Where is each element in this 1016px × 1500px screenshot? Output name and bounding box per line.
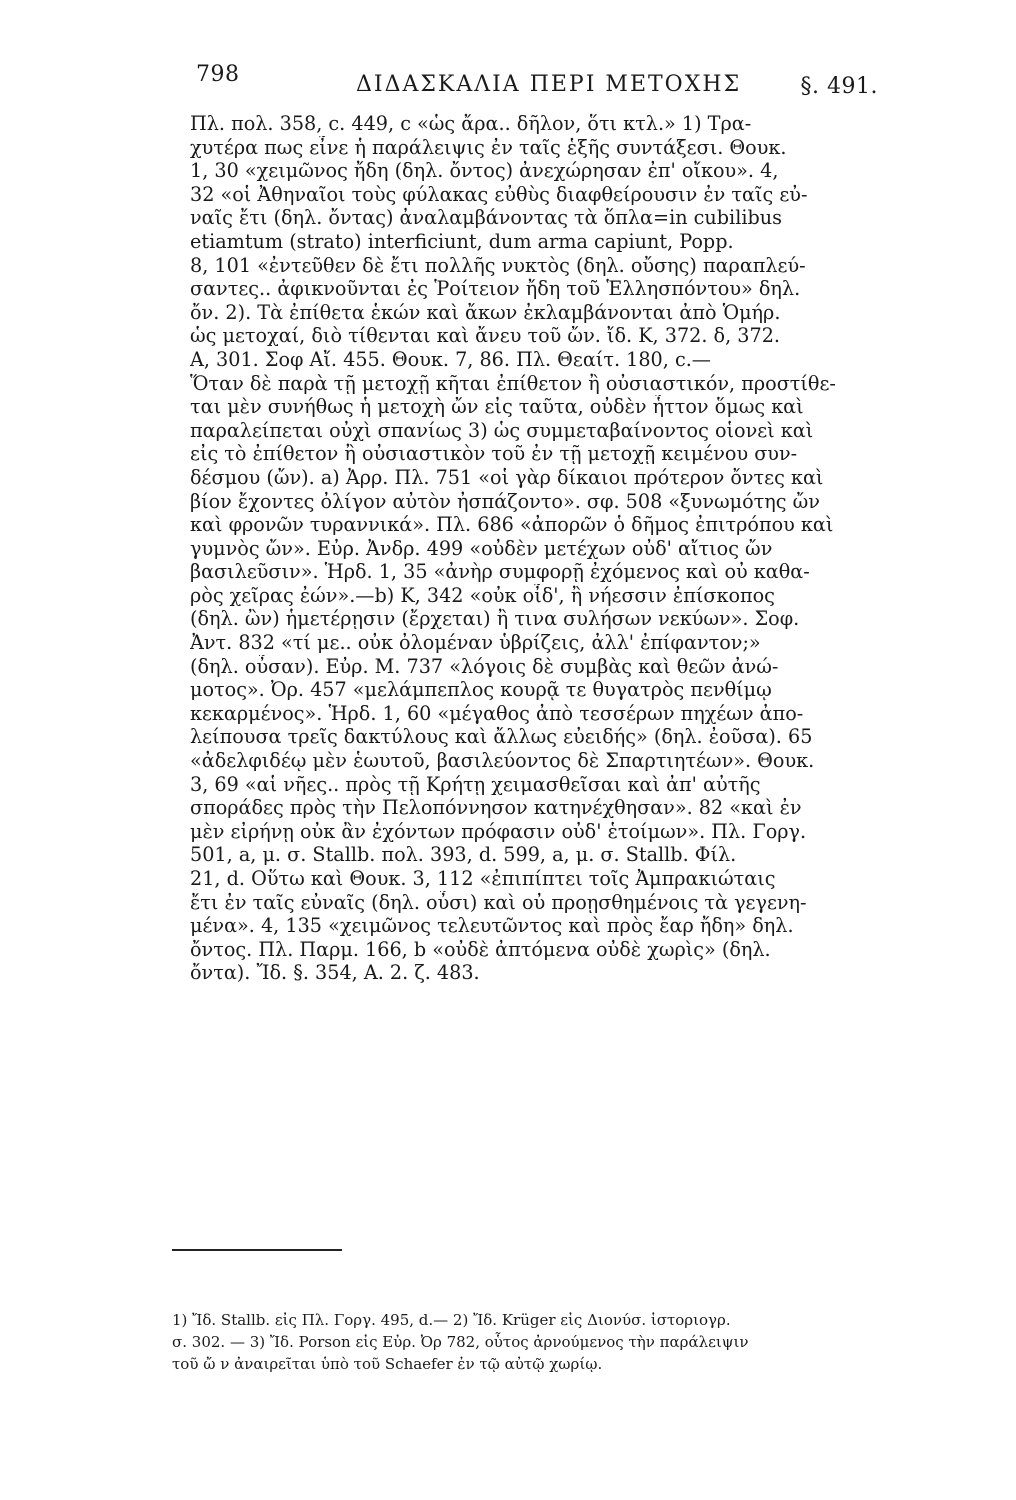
text-line: ὄν. 2). Τὰ ἐπίθετα ἑκών καὶ ἄκων ἐκλαμβάνονται ἀπὸ Ὁμήρ.	[190, 300, 781, 324]
text-line: χυτέρα πως εἶνε ἡ παράλειψις ἐν ταῖς ἑξῆς συντάξεσι. Θουκ.	[190, 135, 787, 159]
text-line: ναῖς ἔτι (δηλ. ὄντας) ἀναλαμβάνοντας τὰ ὅπλα=in cubilibus	[190, 206, 782, 230]
text-line: ὄντος. Πλ. Παρμ. 166, b «οὐδὲ ἀπτόμενα οὐδὲ χωρὶς» (δηλ.	[190, 937, 771, 961]
running-header	[196, 62, 878, 102]
text-line: μὲν εἰρήνῃ οὐκ ἂν ἐχόντων πρόφασιν οὐδ' ἑτοίμων». Πλ. Γοργ.	[190, 819, 807, 843]
text-line: 8, 101 «ἐντεῦθεν δὲ ἔτι πολλῆς νυκτὸς (δηλ. οὔσης) παραπλεύ-	[190, 253, 806, 277]
text-line: εἰς τὸ ἐπίθετον ἢ οὐσιαστικὸν τοῦ ἐν τῇ μετοχῇ κειμένου συν-	[190, 442, 798, 466]
text-line: (δηλ. οὖσαν). Εὐρ. Μ. 737 «λόγοις δὲ συμβὰς καὶ θεῶν ἀνώ-	[190, 654, 779, 678]
text-line: βίον ἔχοντες ὀλίγον αὐτὸν ἠσπάζοντο». σφ. 508 «ξυνωμότης ὤν	[190, 489, 820, 513]
text-line: καὶ φρονῶν τυραννικά». Πλ. 686 «ἀπορῶν ὁ δῆμος ἐπιτρόπου καὶ	[190, 513, 834, 537]
text-line: 21, d. Οὕτω καὶ Θουκ. 3, 112 «ἐπιπίπτει τοῖς Ἀμπρακιώταις	[190, 867, 776, 890]
footnote-line: τοῦ ὤ ν ἀναιρεῖται ὑπὸ τοῦ Schaefer ἐν τῷ αὐτῷ χωρίῳ.	[172, 1355, 603, 1373]
main-text	[190, 112, 880, 985]
text-line: κεκαρμένος». Ἡρδ. 1, 60 «μέγαθος ἀπὸ τεσσέρων πηχέων ἀπο-	[190, 701, 804, 725]
text-line: ρὸς χεῖρας ἐών».—b) Κ, 342 «οὐκ οἶδ', ἢ νήεσσιν ἐπίσκοπος	[190, 583, 775, 607]
text-line: etiamtum (strato) interficiunt, dum arma capiunt, Popp.	[190, 229, 734, 253]
text-line: ἔτι ἐν ταῖς εὐναῖς (δηλ. οὖσι) καὶ οὐ προῃσθημένοις τὰ γεγενη-	[190, 890, 807, 914]
footnote-line: 1) Ἴδ. Stallb. εἰς Πλ. Γοργ. 495, d.— 2) Ἴδ. Krüger εἰς Διονύσ. ἱστοριογρ.	[172, 1311, 731, 1329]
text-line: Πλ. πολ. 358, c. 449, c «ὡς ἄρα.. δῆλον, ὅτι κτλ.» 1) Τρα-	[190, 112, 752, 135]
section-number: §. 491.	[800, 74, 878, 99]
text-line: παραλείπεται οὐχὶ σπανίως 3) ὡς συμμεταβαίνοντος οἱονεὶ καὶ	[190, 418, 814, 442]
text-line: γυμνὸς ὤν». Εὐρ. Ἀνδρ. 499 «οὐδὲν μετέχων οὐδ' αἴτιος ὤν	[190, 536, 773, 560]
text-line: Ἀντ. 832 «τί με.. οὐκ ὀλομέναν ὑβρίζεις, ἀλλ' ἐπίφαντον;»	[190, 631, 761, 655]
text-line: Ὅταν δὲ παρὰ τῇ μετοχῇ κῆται ἐπίθετον ἢ οὐσιαστικόν, προστίθε-	[190, 371, 836, 395]
text-line: (δηλ. ὢν) ἡμετέρῃσιν (ἔρχεται) ἢ τινα συλήσων νεκύων». Σοφ.	[190, 607, 800, 631]
text-line: 501, a, μ. σ. Stallb. πολ. 393, d. 599, a, μ. σ. Stallb. Φίλ.	[190, 843, 737, 867]
footnotes	[172, 1309, 884, 1375]
text-line: ὄντα). Ἴδ. §. 354, Α. 2. ζ. 483.	[190, 961, 480, 985]
running-title: ΔΙΔΑΣΚΑΛΙΑ ΠΕΡΙ ΜΕΤΟΧΗΣ	[356, 72, 742, 97]
text-line: 1, 30 «χειμῶνος ἤδη (δηλ. ὄντος) ἀνεχώρησαν ἐπ' οἴκου». 4,	[190, 159, 779, 183]
text-line: ται μὲν συνήθως ἡ μετοχὴ ὤν εἰς ταῦτα, οὐδὲν ἧττον ὅμως καὶ	[190, 395, 804, 419]
text-line: σποράδες πρὸς τὴν Πελοπόννησον κατηνέχθησαν». 82 «καὶ ἐν	[190, 796, 802, 820]
text-line: βασιλεῦσιν». Ἡρδ. 1, 35 «ἀνὴρ συμφορῇ ἐχόμενος καὶ οὐ καθα-	[190, 560, 810, 584]
footnote-line: σ. 302. — 3) Ἴδ. Porson εἰς Εὐρ. Ὀρ 782, οὗτος ἀρνούμενος τὴν παράλειψιν	[172, 1333, 749, 1351]
text-line: 32 «οἱ Ἀθηναῖοι τοὺς φύλακας εὐθὺς διαφθείρουσιν ἐν ταῖς εὐ-	[190, 182, 808, 206]
footnote-rule	[172, 1249, 342, 1251]
text-line: 3, 69 «αἱ νῆες.. πρὸς τῇ Κρήτῃ χειμασθεῖσαι καὶ ἀπ' αὐτῆς	[190, 772, 761, 796]
text-line: μένα». 4, 135 «χειμῶνος τελευτῶντος καὶ πρὸς ἔαρ ἤδη» δηλ.	[190, 914, 794, 938]
text-line: «ἀδελφιδέῳ μὲν ἑωυτοῦ, βασιλεύοντος δὲ Σπαρτιητέων». Θουκ.	[190, 749, 815, 773]
text-line: Α, 301. Σοφ Αἴ. 455. Θουκ. 7, 86. Πλ. Θεαίτ. 180, c.—	[190, 347, 711, 371]
text-line: σαντες.. ἀφικνοῦνται ἐς Ῥοίτειον ἤδη τοῦ Ἑλλησπόντου» δηλ.	[190, 277, 801, 301]
text-line: δέσμου (ὤν). a) Ἀρρ. Πλ. 751 «οἱ γὰρ δίκαιοι πρότερον ὄντες καὶ	[190, 465, 824, 489]
page-number: 798	[196, 62, 240, 87]
text-line: ὡς μετοχαί, διὸ τίθενται καὶ ἄνευ τοῦ ὤν. ἴδ. Κ, 372. δ, 372.	[190, 324, 781, 348]
text-line: μοτος». Ὀρ. 457 «μελάμπεπλος κουρᾷ τε θυγατρὸς πενθίμῳ	[190, 678, 772, 702]
text-line: λείπουσα τρεῖς δακτύλους καὶ ἄλλως εὐειδής» (δηλ. ἐοῦσα). 65	[190, 725, 813, 749]
